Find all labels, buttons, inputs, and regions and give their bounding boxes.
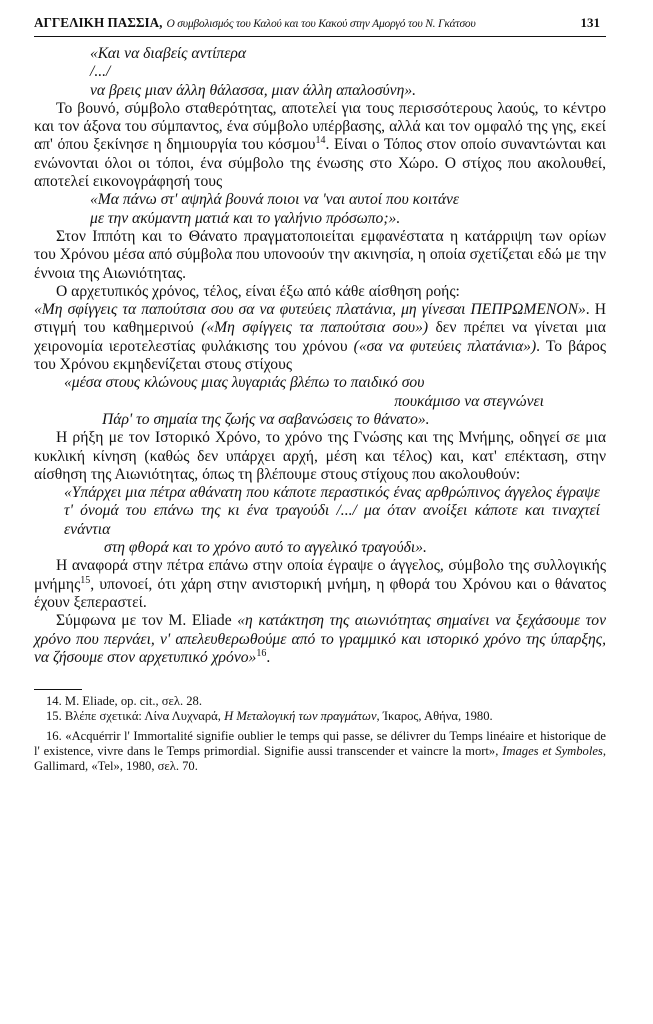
footnote-ref-14: 14 [315, 135, 326, 147]
paragraph: Ο αρχετυπικός χρόνος, τέλος, είναι έξω από κάθε αίσθηση ροής: [56, 282, 460, 300]
paragraph-text: Η αναφορά στην πέτρα επάνω στην οποία έγραψε ο άγγελος, σύμβολο της συλλογικής μνήμης [34, 557, 606, 593]
footnote-16 [34, 729, 606, 775]
footnotes [34, 694, 606, 774]
paragraph [34, 100, 606, 191]
header-left [34, 14, 476, 33]
quote-line: στη φθορά και το χρόνο αυτό το αγγελικό τραγούδι». [104, 539, 427, 557]
footnote-title: Η Μεταλογική των πραγμάτων [224, 709, 377, 724]
paragraph-text: . Είναι ο Τόπος στον οποίο συναντώνται και ενώνονται όλοι οι τόποι, ένα σύμβολο της ένωσης στο Χώρο. Ο στίχος που ακολουθεί, αποτελεί εικονογράφησή τους [34, 136, 607, 191]
paragraph [34, 301, 606, 374]
footnote-14: 14. M. Eliade, op. cit., σελ. 28. [46, 694, 202, 709]
quote-line: πουκάμισο να στεγνώνει [394, 392, 544, 410]
footnote-ref-15: 15 [80, 574, 91, 586]
paragraph [34, 557, 606, 612]
paragraph: Η ρήξη με τον Ιστορικό Χρόνο, το χρόνο της Γνώσης και της Μνήμης, οδηγεί σε μια κυκλική κίνηση (καθώς δεν υπάρχει αρχή, μέση και τέλος) και, κατ' επέκταση, στην αίσθηση της Αιωνιότητας, όπως τη βλέπουμε στους στίχους που ακολουθούν: [34, 429, 606, 483]
quote-line: να βρεις μιαν άλλη θάλασσα, μιαν άλλη απαλοσύνη». [90, 81, 417, 99]
quote-line: Πάρ' το σημαία της ζωής να σαβανώσεις το θάνατο». [102, 410, 430, 428]
book-page [34, 14, 606, 1014]
inline-quote: «Μη σφίγγεις τα παπούτσια σου σα να φυτεύεις πλατάνια, μη γίνεσαι ΠΕΠΡΩΜΕΝΟΝ» [34, 301, 586, 319]
inline-quote: («Μη σφίγγεις τα παπούτσια σου») [201, 319, 429, 337]
paragraph-text: . Η στιγμή του καθημερινού [34, 301, 606, 337]
quote-block: «Υπάρχει μια πέτρα αθάνατη που κάποτε περαστικός ένας αρθρώπινος άγγελος έγραψε τ' όνομά του επάνω της κι ένα τραγούδι /.../ μα όταν ανοίξει κάποτε και τιναχτεί ενάντια [64, 484, 600, 538]
paragraph: Στον Ιππότη και το Θάνατο πραγματοποιείται εμφανέστατα η κατάρριψη των ορίων του Χρόνου μέσα από σύμβολα που υπονοούν την ακινησία, η οποία σχετίζεται εδώ με την έννοια της Αιωνιότητας. [34, 227, 606, 282]
page-number: 131 [580, 15, 600, 30]
paragraph-text: . Το βάρος του Χρόνου εκμηδενίζεται στους στίχους [34, 337, 606, 374]
footnote-text: 15. Βλέπε σχετικά: Λίνα Λυχναρά, [46, 709, 225, 724]
paragraph [34, 612, 606, 667]
quote-line: με την ακύμαντη ματιά και το γαλήνιο πρόσωπο;». [90, 209, 401, 227]
quote-line: «Και να διαβείς αντίπερα [90, 45, 247, 62]
inline-quote: («σα να φυτεύεις πλατάνια») [353, 337, 537, 355]
quote-line: «Μα πάνω στ' αψηλά βουνά ποιοι να 'ναι αυτοί που κοιτάνε [90, 191, 460, 209]
paragraph-text: δεν πρέπει να γίνεται μια χειρονομία ιεροτελεστίας φυλάκισης του χρόνου [34, 319, 606, 355]
quote-line: /.../ [90, 63, 111, 81]
footnote-ref-16: 16 [256, 647, 267, 659]
inline-quote: «η κατάκτηση της αιωνιότητας σημαίνει να ξεχάσουμε τον χρόνο που περνάει, ν' απελευθερωθούμε από το γραμμικό και ιστορικό χρόνο της ύπαρξης, να ζήσουμε στον αρχετυπικό χρόνο» [34, 612, 606, 666]
footnote-text: 16. «Acquérrir l' Immortalité signifie oublier le temps qui passe, se délivrer du Temps linéaire et historique de l' existence, vivre dans le Temps primordial. Signifie aussi transcender et vaincre la mort», [34, 728, 606, 758]
footnote-title: Images et Symboles [502, 743, 603, 758]
footnote-text: , Ίκαρος, Αθήνα, 1980. [376, 709, 493, 724]
main-text [34, 45, 606, 667]
footnote-text: , Gallimard, «Tel», 1980, σελ. 70. [34, 743, 606, 773]
paragraph-text: Σύμφωνα με τον M. Eliade [56, 612, 238, 630]
header-subtitle: Ο συμβολισμός του Καλού και του Κακού στην Αμοργό του Ν. Γκάτσου [166, 18, 476, 30]
paragraph-text: Το βουνό, σύμβολο σταθερότητας, αποτελεί για τους περισσότερους λαούς, το κέντρο και τον άξονα του σύμπαντος, ένα σύμβολο υπέρβασης, αλλά και τον ομφαλό της γης, εκεί απ' όπου ξεκίνησε η δημιουργία του κόσμου [34, 99, 606, 154]
paragraph-text: . [266, 648, 271, 666]
footnote-divider [34, 689, 82, 690]
quote-line: «μέσα στους κλώνους μιας λυγαριάς βλέπω το παιδικό σου [64, 374, 425, 392]
footnote-15 [34, 709, 606, 724]
header-author: ΑΓΓΕΛΙΚΗ ΠΑΣΣΙΑ, [34, 15, 163, 30]
running-header [34, 14, 606, 37]
paragraph-text: , υπονοεί, ότι χάρη στην ανιστορική μνήμη, η φθορά του Χρόνου και ο θάνατος έχουν ξεπεραστεί. [34, 575, 606, 611]
